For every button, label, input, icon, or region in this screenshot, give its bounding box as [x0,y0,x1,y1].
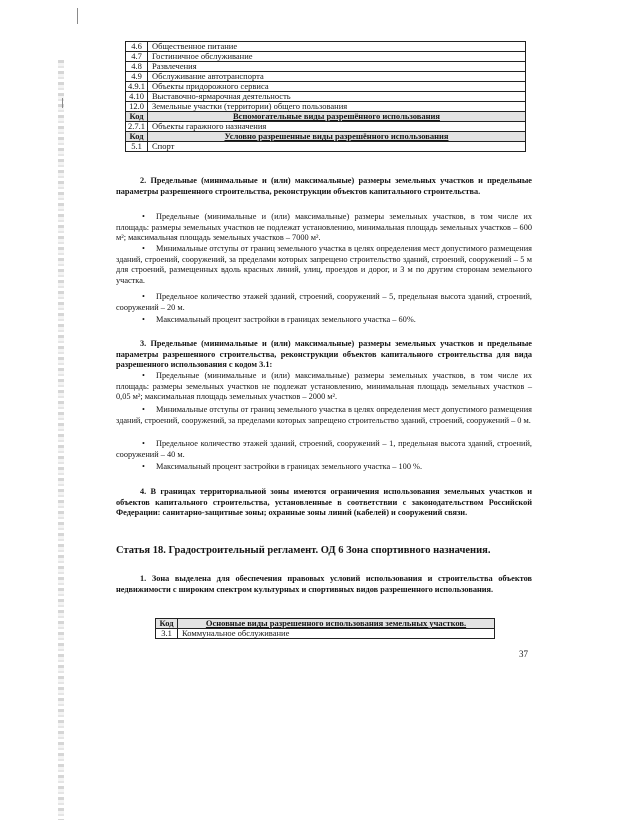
bullet-mark: • [142,315,145,324]
section3-item-text: Минимальные отступы от границ земельного участка в целях определения мест допустимого размещения зданий, строений, сооружений, за пределами которых запрещено строительство зданий, строений, сооружений – 0 м. [116,405,532,425]
section3-item-text: Предельное количество этажей зданий, строений, сооружений – 1, предельная высота зданий, строений, сооружений – 40 м. [116,439,532,459]
use-cell: Обслуживание автотранспорта [148,72,526,82]
section2-item [116,244,532,286]
section2-item-text: Предельные (минимальные и (или) максимальные) размеры земельных участков, в том числе их площадь: размеры земельных участков не подлежат установлению, минимальная площадь земельных участков – 600 м²; максимальная площадь земельных участков – 7000 м². [116,212,532,243]
use-cell: Коммунальное обслуживание [178,629,495,639]
header-title: Основные виды разрешенного использования земельных участков. [178,619,495,629]
code-cell: 4.10 [126,92,148,102]
aux-header-row [126,112,526,122]
use-cell: Общественное питание [148,42,526,52]
section3-item [116,439,532,460]
section4-text: 4. В границах территориальной зоны имеются ограничения использования земельных участков и объектов капитального строительства, установленные в соответствии с законодательством Российской Федерации: санитарно-защитные зоны; охранные зоны линий (кабелей) и сооружений связи. [116,487,532,518]
section3-heading: 3. Предельные (минимальные и (или) максимальные) размеры земельных участков и предельные параметры разрешенного строительства, реконструкции объектов капитального строительства для вида разрешенного использования с кодом 3.1: [116,339,532,370]
table-row [126,52,526,62]
code-header: Код [156,619,178,629]
bullet-mark: • [142,292,145,301]
article-18-title: Статья 18. Градостроительный регламент. ОД 6 Зона спортивного назначения. [116,545,491,556]
use-cell: Гостиничное обслуживание [148,52,526,62]
bullet-mark: • [142,439,145,448]
section2-item [116,292,532,313]
scan-mark [77,8,78,24]
section2-item-text: Минимальные отступы от границ земельного участка в целях определения мест допустимого размещения зданий, строений, сооружений, за пределами которых запрещено строительство зданий, строений, сооружений – 5 м для строений, размещенных вдоль красных линий, улиц, проездов и дорог, и 3 м по другим сторонам земельного участка. [116,244,532,285]
code-header: Код [126,132,148,142]
code-cell: 4.6 [126,42,148,52]
cond-header-row [126,132,526,142]
code-header: Код [126,112,148,122]
use-cell: Спорт [148,142,526,152]
page-number: 37 [519,649,528,659]
code-cell: 4.7 [126,52,148,62]
bullet-mark: • [142,371,145,380]
code-cell: 3.1 [156,629,178,639]
table-row [126,102,526,112]
sport-zone-uses-table [155,618,495,639]
section3-item-text: Предельные (минимальные и (или) максимальные) размеры земельных участков, в том числе их площадь: размеры земельных участков не подлежат установлению, минимальная площадь земельных участков – 0,05 м²; максимальная площадь земельных участков – 2000 м². [116,371,532,402]
section2-item-text: Предельное количество этажей зданий, строений, сооружений – 5, предельная высота зданий, строений, сооружений – 20 м. [116,292,532,312]
table-row [126,122,526,132]
section3-item [116,405,532,426]
article-18-para1: 1. Зона выделена для обеспечения правовых условий использования и строительства объектов недвижимости с широким спектром культурных и спортивных видов разрешенного использования. [116,574,532,594]
table-row [126,72,526,82]
permitted-uses-table [125,41,526,152]
section2-item-text: Максимальный процент застройки в границах земельного участка – 60%. [156,315,416,324]
table-row [126,142,526,152]
table-row [126,42,526,52]
use-cell: Развлечения [148,62,526,72]
table-row [126,92,526,102]
cond-header-title: Условно разрешенные виды разрешённого использования [148,132,526,142]
code-cell: 4.8 [126,62,148,72]
code-cell: 4.9 [126,72,148,82]
aux-header-title: Вспомогательные виды разрешённого использования [148,112,526,122]
scan-mark [62,98,63,108]
bullet-mark: • [142,462,145,471]
use-cell: Объекты гаражного назначения [148,122,526,132]
code-cell: 2.7.1 [126,122,148,132]
table-row [126,82,526,92]
code-cell: 12.0 [126,102,148,112]
section3-item [116,371,532,403]
section3-item [116,462,532,473]
section2-heading: 2. Предельные (минимальные и (или) максимальные) размеры земельных участков и предельные параметры разрешенного строительства, реконструкции объектов капитального строительства. [116,176,532,196]
bullet-mark: • [142,405,145,414]
section3-item-text: Максимальный процент застройки в границах земельного участка – 100 %. [156,462,423,471]
header-row [156,619,495,629]
use-cell: Объекты придорожного сервиса [148,82,526,92]
use-cell: Земельные участки (территории) общего пользования [148,102,526,112]
bullet-mark: • [142,212,145,221]
scan-edge-artifact [58,60,64,820]
table-row [126,62,526,72]
table-row [156,629,495,639]
use-cell: Выставочно-ярмарочная деятельность [148,92,526,102]
bullet-mark: • [142,244,145,253]
code-cell: 4.9.1 [126,82,148,92]
section2-item [116,315,532,326]
code-cell: 5.1 [126,142,148,152]
section2-item [116,212,532,244]
